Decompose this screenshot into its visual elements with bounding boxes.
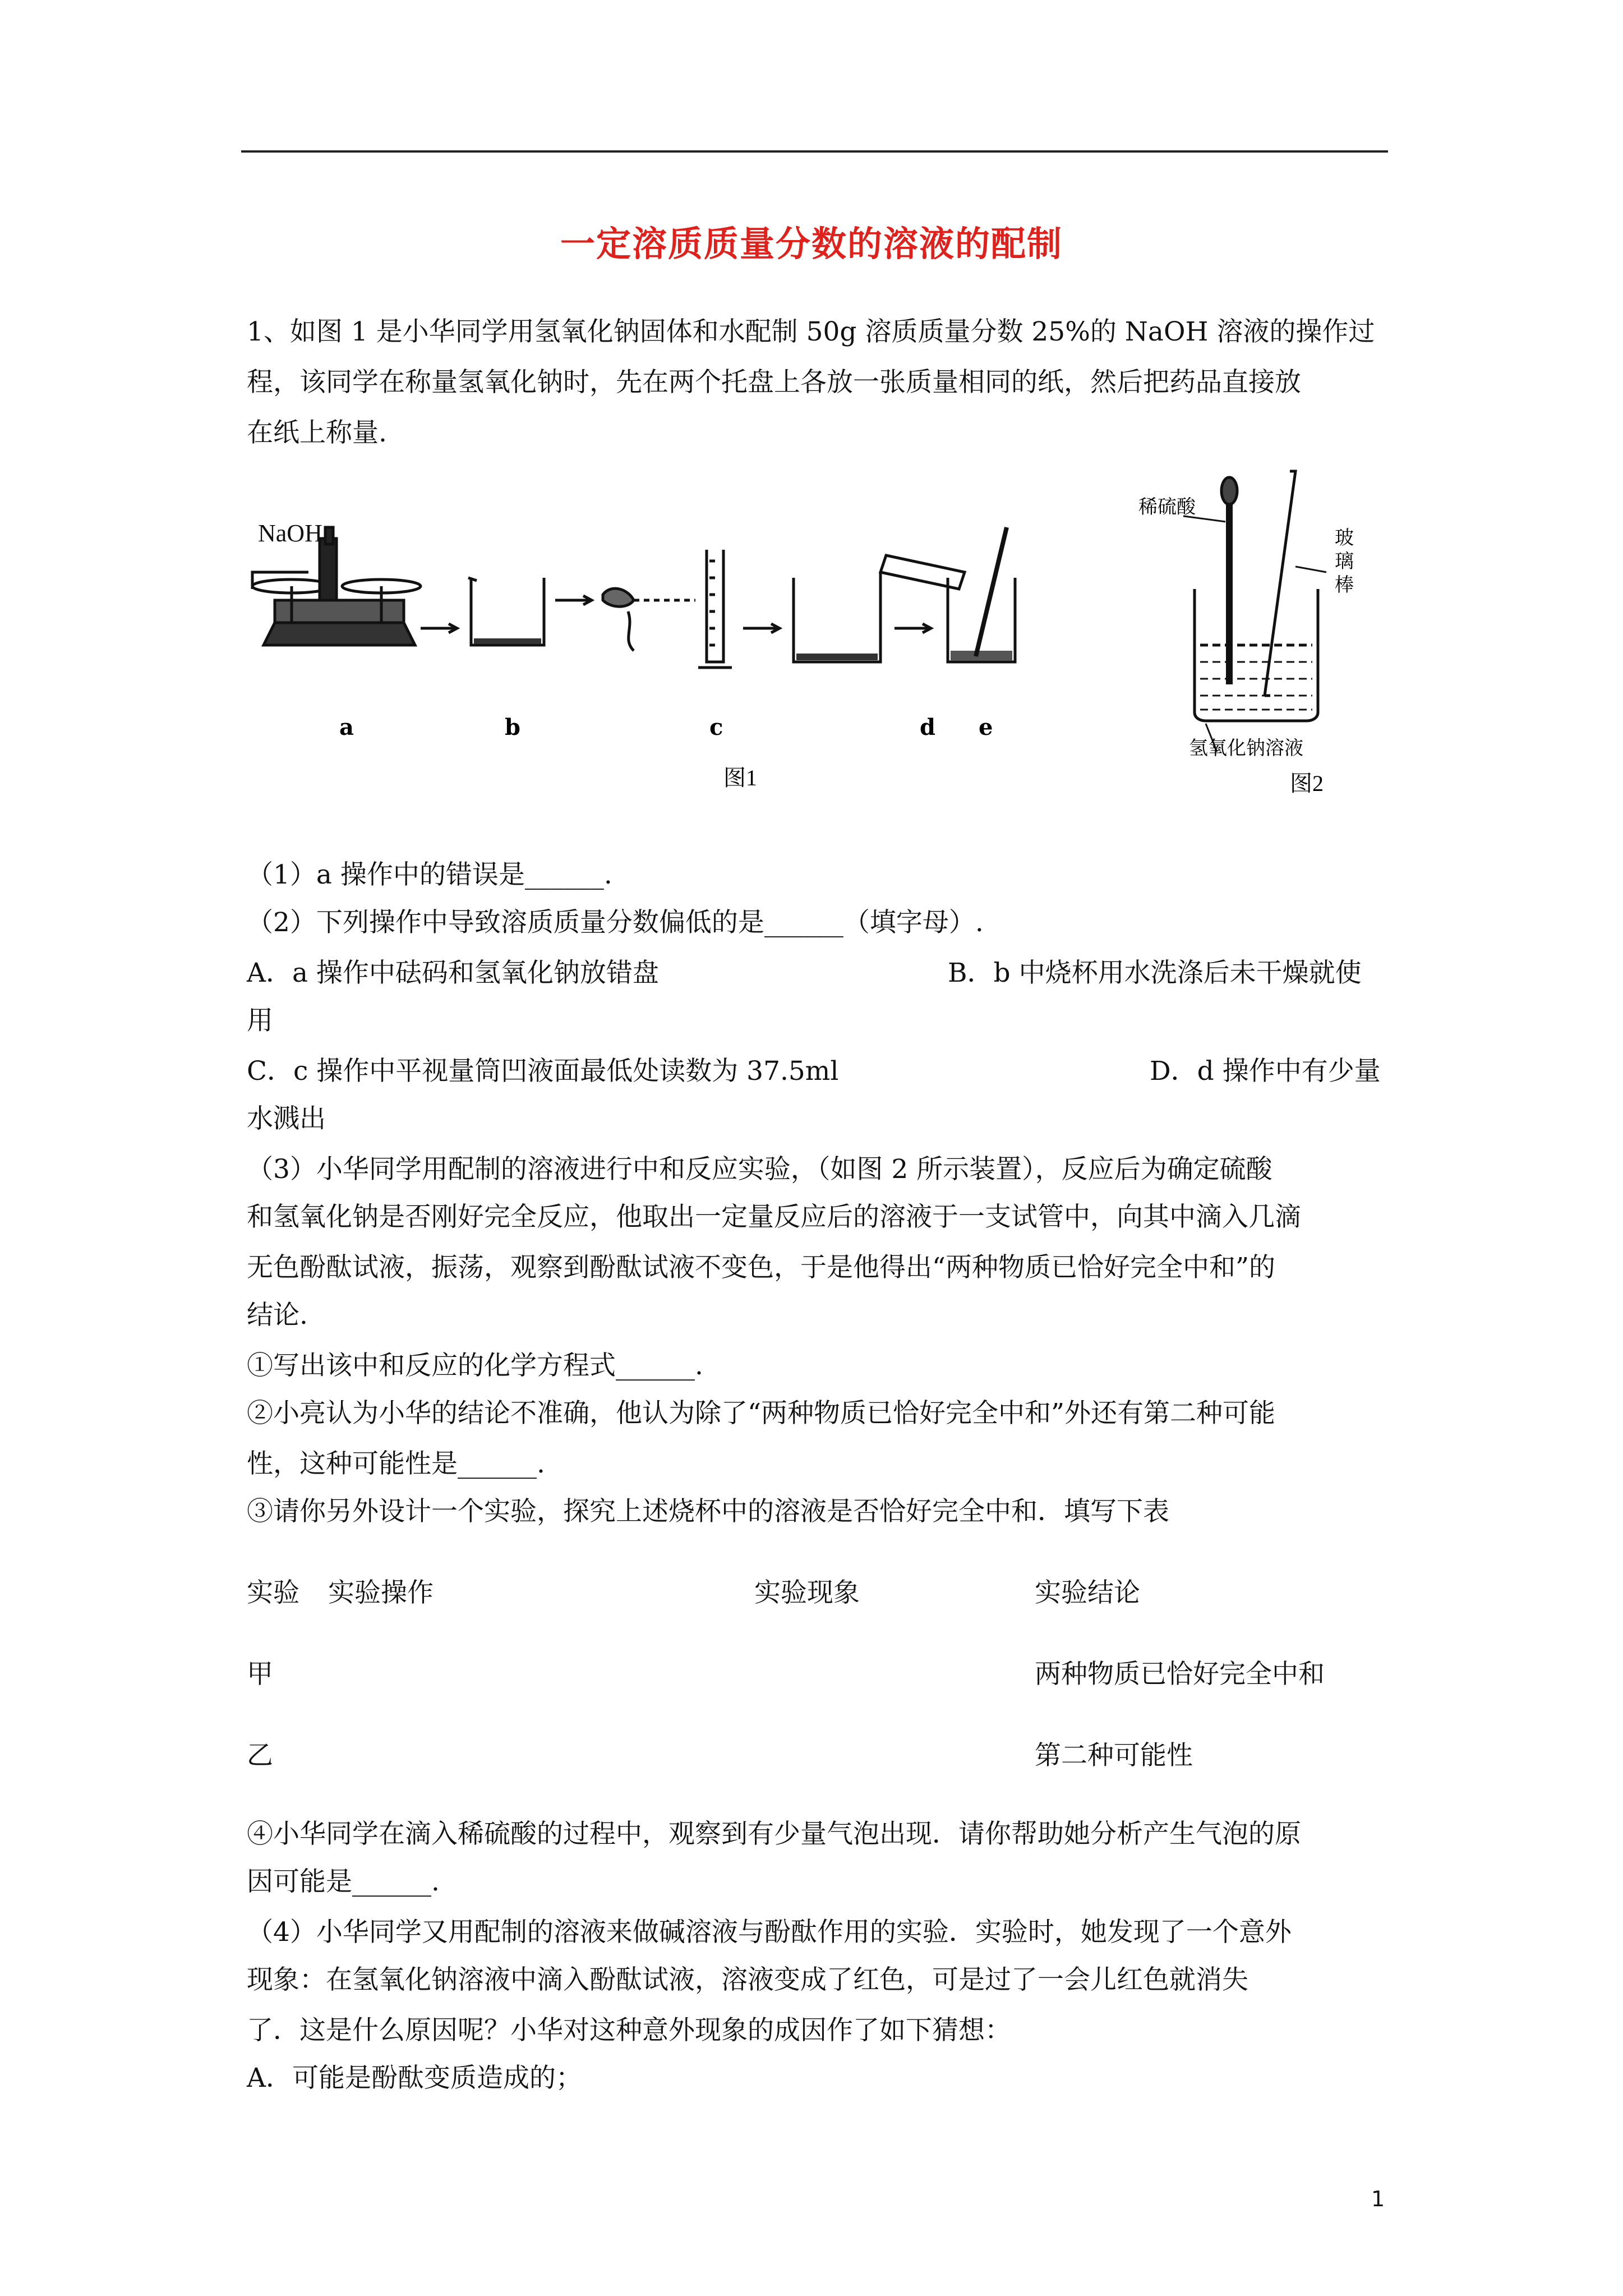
- table-row-1-conclusion: 两种物质已恰好完全中和: [1035, 1659, 1325, 1690]
- circle-3: ③请你另外设计一个实验，探究上述烧杯中的溶液是否恰好完全中和．填写下表: [247, 1496, 1169, 1527]
- acid-label: 稀硫酸: [1138, 497, 1196, 518]
- page-title: 一定溶质质量分数的溶液的配制: [560, 223, 1063, 264]
- circle-2-line-2: 性，这种可能性是______.: [247, 1448, 545, 1479]
- q1-line-2: 程，该同学在称量氢氧化钠时，先在两个托盘上各放一张质量相同的纸，然后把药品直接放: [247, 367, 1301, 398]
- step-label-b: b: [505, 714, 520, 740]
- table-header-conclusion: 实验结论: [1035, 1577, 1140, 1608]
- fig1-caption: 图1: [723, 765, 757, 790]
- experiment-figure: [241, 460, 1408, 808]
- circle-1: ①写出该中和反应的化学方程式______.: [247, 1350, 703, 1381]
- sub4-line-3: 了．这是什么原因呢？小华对这种意外现象的成因作了如下猜想：: [247, 2015, 1011, 2046]
- sub3-line-4: 结论.: [247, 1300, 308, 1331]
- step-label-d: d: [920, 714, 935, 740]
- beaker-d: [794, 578, 880, 662]
- step-label-c: c: [709, 714, 723, 740]
- fig2-caption: 图2: [1290, 771, 1324, 796]
- sub3-line-2: 和氢氧化钠是否刚好完全反应，他取出一定量反应后的溶液于一支试管中，向其中滴入几滴: [247, 1202, 1301, 1232]
- sub4-line-1: （4）小华同学又用配制的溶液来做碱溶液与酚酞作用的实验．实验时，她发现了一个意外: [247, 1917, 1292, 1948]
- circle-2-line-1: ②小亮认为小华的结论不准确，他认为除了“两种物质已恰好完全中和”外还有第二种可能: [247, 1398, 1276, 1429]
- page-number: 1: [1371, 2187, 1385, 2211]
- header-rule: [241, 150, 1388, 153]
- option-c: C．c 操作中平视量筒凹液面最低处读数为 37.5ml: [247, 1056, 839, 1087]
- option-a: A．a 操作中砝码和氢氧化钠放错盘: [247, 958, 659, 988]
- sub3-line-3: 无色酚酞试液，振荡，观察到酚酞试液不变色，于是他得出“两种物质已恰好完全中和”的: [247, 1252, 1276, 1283]
- guess-a: A．可能是酚酞变质造成的；: [247, 2063, 582, 2093]
- solution-label: 氢氧化钠溶液: [1189, 738, 1303, 759]
- table-header-phenomenon: 实验现象: [754, 1577, 860, 1608]
- option-d-cont: 水溅出: [247, 1103, 326, 1134]
- option-b-cont: 用: [247, 1005, 273, 1036]
- rod-label-1: 玻: [1335, 528, 1354, 549]
- option-b: B．b 中烧杯用水洗涤后未干燥就使: [948, 958, 1362, 988]
- sub-question-2: （2）下列操作中导致溶质质量分数偏低的是______（填字母）.: [247, 907, 984, 938]
- q1-line-3: 在纸上称量.: [247, 417, 387, 448]
- table-header-exp: 实验: [247, 1577, 299, 1608]
- sub3-line-1: （3）小华同学用配制的溶液进行中和反应实验，（如图 2 所示装置），反应后为确定硫酸: [247, 1154, 1272, 1185]
- option-d: D．d 操作中有少量: [1150, 1056, 1381, 1087]
- table-row-2-conclusion: 第二种可能性: [1035, 1740, 1193, 1771]
- rod-label-3: 棒: [1335, 575, 1354, 596]
- circle-4-line-2: 因可能是______.: [247, 1866, 440, 1897]
- beaker-e: [948, 578, 1015, 662]
- table-row-1-exp: 甲: [247, 1659, 273, 1690]
- step-label-a: a: [339, 714, 354, 740]
- rod-label-2: 璃: [1335, 551, 1354, 572]
- figure-2-apparatus: [1183, 471, 1326, 752]
- beaker-b: [471, 578, 544, 645]
- table-header-operation: 实验操作: [328, 1577, 434, 1608]
- table-row-2-exp: 乙: [247, 1740, 273, 1771]
- step-label-e: e: [979, 714, 993, 740]
- naoh-label: NaOH: [258, 519, 322, 547]
- q1-line-1: 1、如图 1 是小华同学用氢氧化钠固体和水配制 50g 溶质质量分数 25%的 NaOH 溶液的操作过: [247, 316, 1375, 347]
- sub-question-1: （1）a 操作中的错误是______.: [247, 859, 612, 890]
- sub4-line-2: 现象：在氢氧化钠溶液中滴入酚酞试液，溶液变成了红色，可是过了一会儿红色就消失: [247, 1964, 1248, 1995]
- circle-4-line-1: ④小华同学在滴入稀硫酸的过程中，观察到有少量气泡出现．请你帮助她分析产生气泡的原: [247, 1819, 1301, 1849]
